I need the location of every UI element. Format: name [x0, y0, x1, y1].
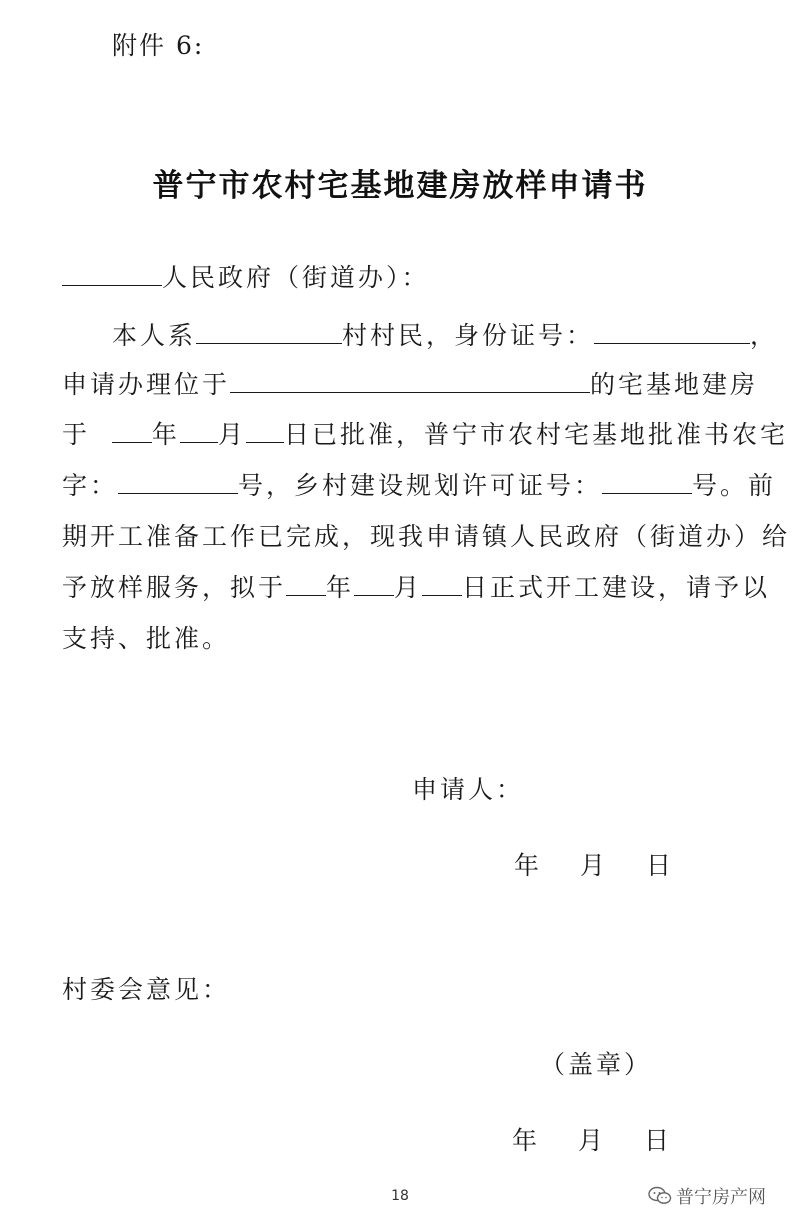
- text-segment: 的宅基地建房: [590, 370, 759, 399]
- text-segment: 号，乡村建设规划许可证号：: [238, 471, 603, 500]
- applicant-label: 申请人：: [412, 775, 525, 804]
- approval-day-blank[interactable]: [246, 420, 284, 443]
- government-blank[interactable]: [62, 263, 162, 286]
- text-segment: 年: [326, 573, 355, 602]
- approval-month-blank[interactable]: [180, 420, 218, 443]
- date2-year: 年: [512, 1126, 538, 1155]
- text-segment: 号。前: [692, 471, 777, 500]
- salutation-line: [62, 258, 430, 294]
- id-number-blank[interactable]: [594, 321, 750, 344]
- text-segment: 字：: [62, 471, 119, 500]
- start-day-blank[interactable]: [422, 573, 462, 596]
- text-segment: 申请办理位于: [62, 370, 231, 399]
- text-segment: ，: [750, 321, 779, 350]
- text-segment: 日已批准，普宁市农村宅基地批准书农宅: [283, 420, 788, 449]
- paragraph-line-3: [62, 415, 788, 451]
- village-blank[interactable]: [196, 321, 342, 344]
- paragraph-line-6: [62, 568, 770, 604]
- paragraph-line-4: [62, 466, 776, 502]
- date2-month: 月: [578, 1126, 604, 1155]
- text-segment: 于: [62, 420, 91, 449]
- date2-day: 日: [644, 1126, 670, 1155]
- location-blank[interactable]: [230, 370, 590, 393]
- text-segment: 日正式开工建设，请予以: [462, 573, 771, 602]
- date1-day: 日: [646, 851, 672, 880]
- date1-month: 月: [580, 851, 606, 880]
- watermark: [648, 1183, 766, 1209]
- approval-year-blank[interactable]: [112, 420, 152, 443]
- permit-number-blank[interactable]: [602, 471, 692, 494]
- date1-year: 年: [514, 851, 540, 880]
- text-segment: 予放样服务，拟于: [62, 573, 287, 602]
- document-title: 普宁市农村宅基地建房放样申请书: [152, 168, 648, 204]
- village-opinion-label: 村委会意见：: [62, 975, 231, 1004]
- start-year-blank[interactable]: [286, 573, 326, 596]
- approval-book-number-blank[interactable]: [118, 471, 238, 494]
- salutation-text: 人民政府（街道办）：: [162, 263, 430, 292]
- paragraph-line-7: 支持、批准。: [62, 624, 231, 653]
- text-segment: 本人系: [112, 321, 197, 350]
- wechat-icon: [648, 1186, 672, 1206]
- text-segment: 月: [217, 420, 246, 449]
- page-number: 18: [391, 1188, 409, 1204]
- paragraph-line-2: [62, 365, 758, 401]
- attachment-label: 附件 6:: [112, 31, 205, 60]
- text-segment: 村村民，身份证号：: [342, 321, 595, 350]
- paragraph-line-1: [112, 316, 778, 352]
- text-segment: 年: [151, 420, 180, 449]
- paragraph-line-5: 期开工准备工作已完成，现我申请镇人民政府（街道办）给: [62, 522, 791, 551]
- start-month-blank[interactable]: [354, 573, 394, 596]
- seal-label: （盖章）: [540, 1050, 653, 1079]
- text-segment: 月: [394, 573, 423, 602]
- watermark-text: 普宁房产网: [676, 1187, 766, 1208]
